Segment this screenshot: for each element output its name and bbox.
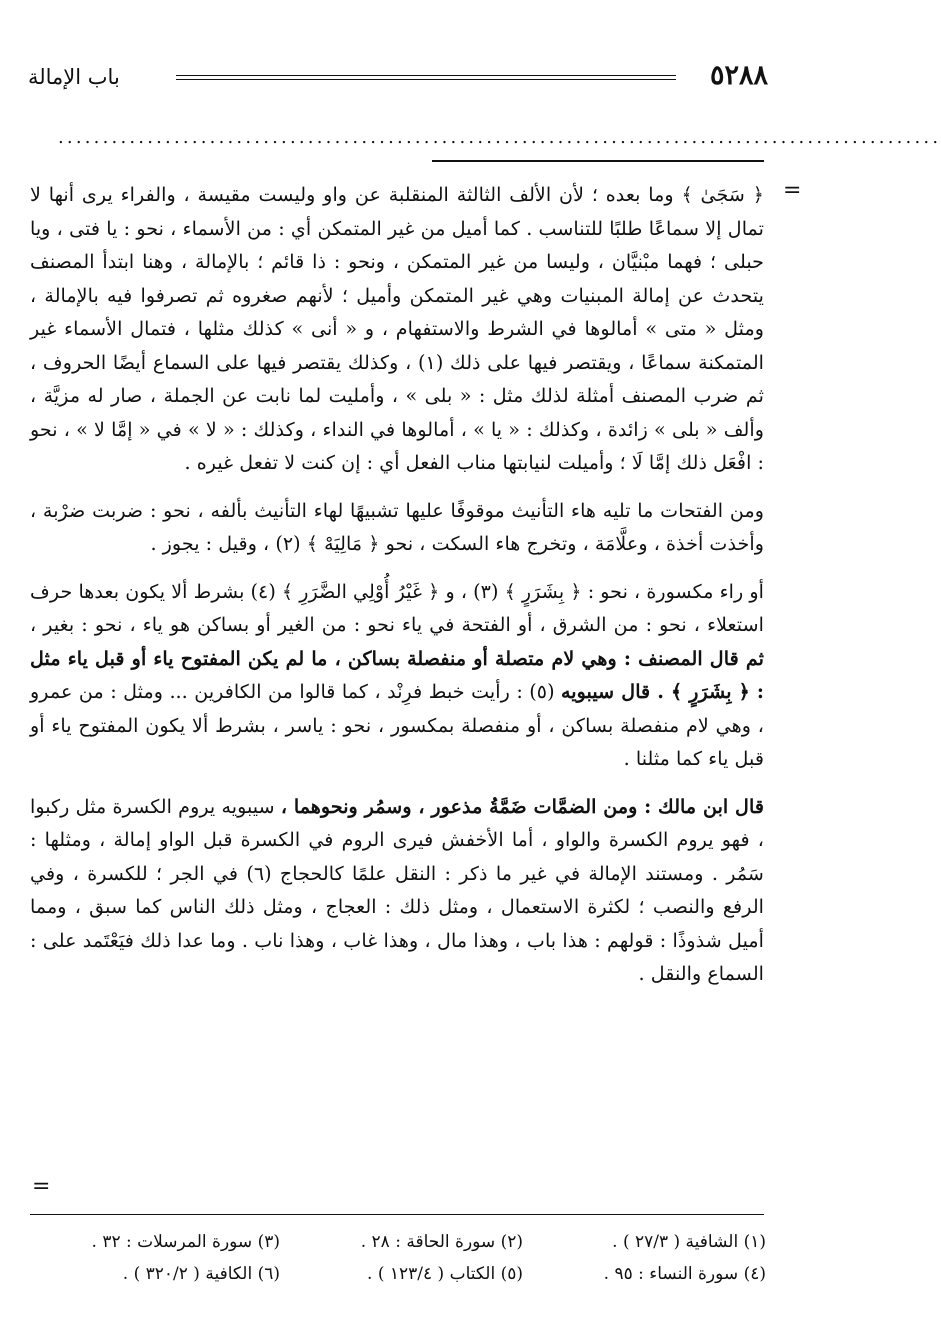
chapter-title: باب الإمالة [28,65,120,89]
text-segment-bold: قال ابن مالك : ومن الضمَّات ضَمَّةُ مذعور ، وسمُر ونحوهما ، [280,794,764,818]
paragraph-3 [30,575,764,776]
continuation-mark-bottom: = [32,1174,51,1199]
text-segment: (٥) : رأيت خبط فرِنْد ، كما قالوا من الكافرين ... ومثل : من عمرو ، وهي لام منفصلة بساكن ، أو منفصلة بمكسور ، نحو : ياسر ، بشرط ألا يكون المفتوح ياء أو قبل ياء كما مثلنا . [30,680,764,770]
footnote-2: (٢) سورة الحاقة : ٢٨ . [360,1232,523,1252]
text-segment: سيبويه يروم الكسرة مثل ركبوا ، فهو يروم الكسرة والواو ، أما الأخفش فيرى الروم في الكسرة قبل الواو إمالة ، ومثلها : سَمُر . ومستند الإمالة في غير ما ذكر : النقل علمًا كالحجاج (٦) في الجر ؛ للكسرة ، وفي الرفع والنصب ؛ لكثرة الاستعمال ، ومثل ذلك : العجاج ، ومثل ذلك الناس كما سبق ، ومما أميل شذوذًا : قولهم : هذا باب ، وهذا مال ، وهذا غاب ، وهذا ناب . وما عدا ذلك فيَعْتَمد على : السماع والنقل . [30,794,764,985]
paragraph-4 [30,790,764,991]
footnote-rule [30,1214,764,1215]
text-segment: ومن الفتحات ما تليه هاء التأنيث موقوفًا عليها تشبيهًا لهاء التأنيث بألفه ، نحو : ضربت ضرْبة ، وأخذت أخذة ، وعلَّامَة ، وتخرج هاء السكت ، نحو ﴿ مَالِيَهْ ﴾ (٢) ، وقيل : يجوز . [30,498,764,555]
paragraph-2 [30,494,764,561]
footnotes [40,1226,766,1290]
dotted-separator: ................................................................................................... [58,127,941,148]
page-number: ٥٢٨٨ [709,60,768,91]
page-header [28,58,768,98]
text-segment-bold: ثم قال المصنف : وهي لام متصلة أو منفصلة بساكن ، ما لم يكن المفتوح ياء أو قبل ياء مثل : ﴿ بِشَرَرٍ ﴾ . قال سيبويه [30,646,764,703]
continuation-rule [432,160,764,162]
text-segment: أو راء مكسورة ، نحو : ﴿ بِشَرَرٍ ﴾ (٣) ، و ﴿ غَيْرُ أُوْلِي الضَّرَرِ ﴾ (٤) بشرط ألا يكون بعدها حرف استعلاء ، نحو : من الشرق ، أو الفتحة في ياء نحو : من الغير أو بساكن هو ياء ، نحو : بغير ، [30,579,764,636]
footnote-5: (٥) الكتاب ( ١٢٣/٤ ) . [367,1264,523,1284]
footnote-row [40,1226,766,1258]
header-double-rule [176,75,676,80]
text-segment: ﴿ سَجَىٰ ﴾ وما بعده ؛ لأن الألف الثالثة المنقلبة عن واو وليست مقيسة ، والفراء يرى أنها لا تمال إلا سماعًا طلبًا للتناسب . كما أميل من غير المتمكن أي : من الأسماء ، نحو : يا فتى ، ويا حبلى ؛ فهما مبْنيَّان ، وليسا من غير المتمكن ، ونحو : ذا قائم ؛ بالإمالة ، وهنا ابتدأ المصنف يتحدث عن إمالة المبنيات وهي غير المتمكن وأميل ؛ لأنهم صغروه ثم تصرفوا فيه بالإمالة ، ومثل « متى » أمالوها في الشرط والاستفهام ، و « أنى » كذلك مثلها ، فتمال الأسماء غير المتمكنة سماعًا ، ويقتصر فيها على ذلك (١) ، وكذلك يقتصر فيها على السماع أيضًا الحروف ، ثم ضرب المصنف أمثلة لذلك مثل : « بلى » ، وأمليت لما نابت عن الجملة ، صار له مزيَّة ، وألف « بلى » زائدة ، وكذلك : « يا » ، أمالوها في النداء ، وكذلك : « لا » في « إمَّا لا » ، نحو : افْعَل ذلك إمَّا لَا ؛ وأميلت لنيابتها مناب الفعل أي : إن كنت لا تفعل غيره . [30,183,764,474]
footnote-4: (٤) سورة النساء : ٩٥ . [603,1264,766,1284]
continuation-mark-top: = [783,178,802,203]
footnote-1: (١) الشافية ( ٢٧/٣ ) . [612,1232,766,1252]
footnote-6: (٦) الكافية ( ٣٢٠/٢ ) . [122,1264,280,1284]
footnote-row [40,1258,766,1290]
paragraph-1 [30,178,764,480]
main-text [30,178,764,1005]
footnote-3: (٣) سورة المرسلات : ٣٢ . [91,1232,280,1252]
